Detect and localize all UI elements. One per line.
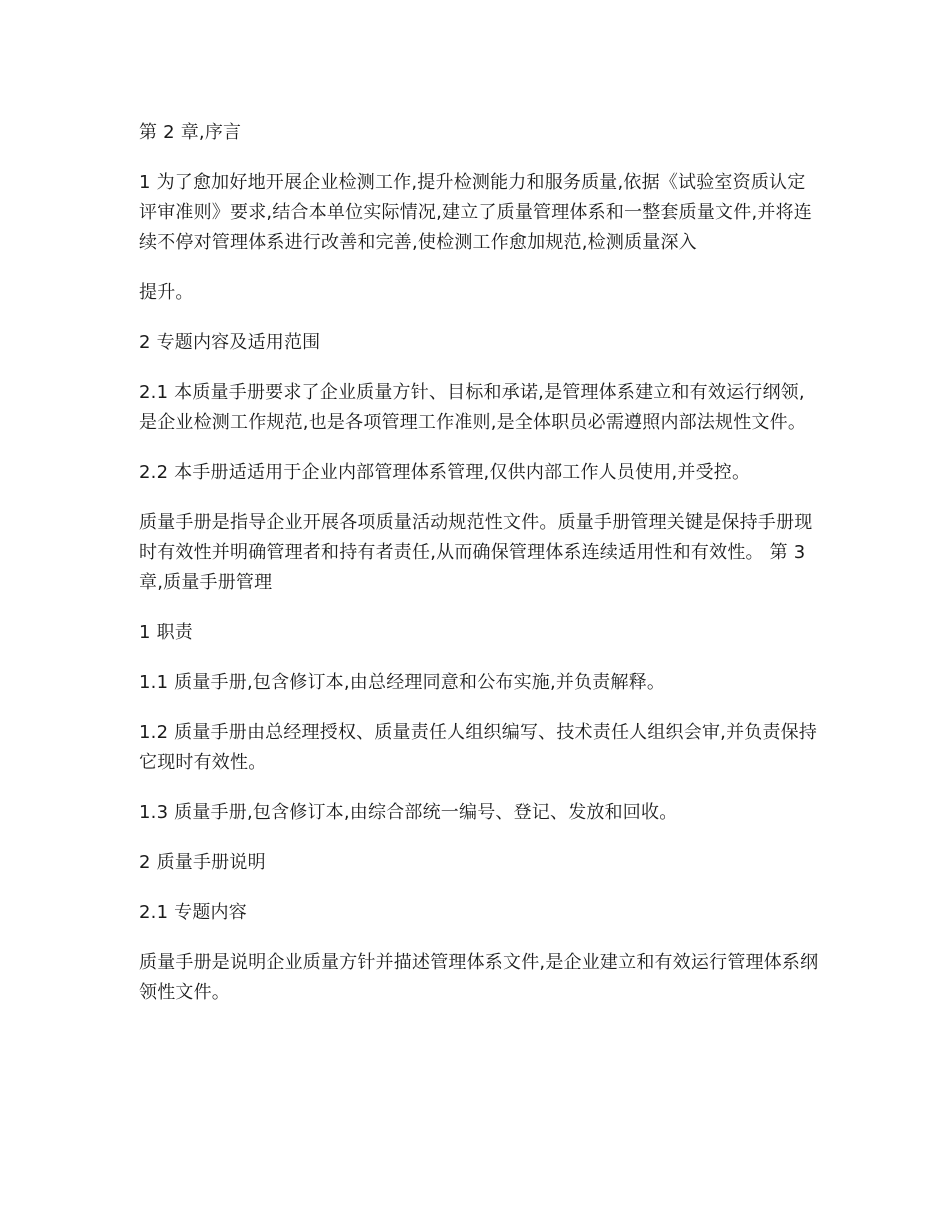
paragraph-preface-1: 1 为了愈加好地开展企业检测工作,提升检测能力和服务质量,依据《试验室资质认定评审准则》要求,结合本单位实际情况,建立了质量管理体系和一整套质量文件,并将连续不停对管理体系进行改善和完善,使检测工作愈加规范,检测质量深入 (139, 172, 812, 253)
section-2-heading: 2 专题内容及适用范围 (139, 332, 321, 353)
paragraph-1-2: 1.2 质量手册由总经理授权、质量责任人组织编写、技术责任人组织会审,并负责保持它现时有效性。 (139, 722, 818, 773)
chapter-2-heading: 第 2 章,序言 (139, 122, 242, 143)
paragraph-1-1: 1.1 质量手册,包含修订本,由总经理同意和公布实施,并负责解释。 (139, 672, 666, 693)
paragraph-manual-definition: 质量手册是说明企业质量方针并描述管理体系文件,是企业建立和有效运行管理体系纲领性文件。 (139, 952, 819, 1003)
section-1-duties-heading: 1 职责 (139, 622, 193, 643)
paragraph-2-2: 2.2 本手册适适用于企业内部管理体系管理,仅供内部工作人员使用,并受控。 (139, 462, 751, 483)
document-body (139, 118, 819, 1028)
section-2-1-heading: 2.1 专题内容 (139, 902, 247, 923)
section-2-manual-heading: 2 质量手册说明 (139, 852, 266, 873)
paragraph-2-1: 2.1 本质量手册要求了企业质量方针、目标和承诺,是管理体系建立和有效运行纲领,是企业检测工作规范,也是各项管理工作准则,是全体职员必需遵照内部法规性文件。 (139, 382, 807, 433)
paragraph-preface-1-continued: 提升。 (139, 282, 194, 303)
paragraph-1-3: 1.3 质量手册,包含修订本,由综合部统一编号、登记、发放和回收。 (139, 802, 678, 823)
paragraph-manual-purpose: 质量手册是指导企业开展各项质量活动规范性文件。质量手册管理关键是保持手册现时有效性并明确管理者和持有者责任,从而确保管理体系连续适用性和有效性。 第 3 章,质量手册管理 (139, 512, 813, 593)
